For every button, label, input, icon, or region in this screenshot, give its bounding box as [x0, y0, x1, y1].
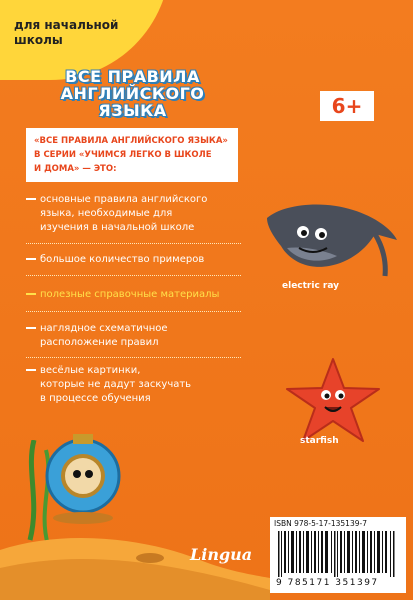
dash-icon [26, 198, 36, 200]
starfish-caption: starfish [300, 436, 339, 446]
dash-icon [26, 293, 36, 295]
electric-ray-caption: electric ray [282, 281, 340, 291]
dash-icon [26, 327, 36, 329]
divider [26, 357, 241, 358]
barcode-panel [270, 517, 406, 593]
bullet-examples: большое количество примеров [26, 253, 266, 267]
divider [26, 243, 241, 244]
book-title: ВСЕ ПРАВИЛА АНГЛИЙСКОГО ЯЗЫКА [60, 67, 205, 120]
bullet-rules: основные правила английского языка, необходимые для изучения в начальной школе [26, 193, 266, 235]
dash-icon [26, 369, 36, 371]
diver-helmet-illustration [35, 430, 130, 525]
age-rating-badge: 6+ [320, 91, 374, 121]
barcode-icon [278, 531, 398, 577]
starfish-illustration [283, 355, 383, 445]
intro-box: «ВСЕ ПРАВИЛА АНГЛИЙСКОГО ЯЗЫКА» В СЕРИИ «УЧИМСЯ ЛЕГКО В ШКОЛЕ И ДОМА» — ЭТО: [26, 128, 238, 182]
dash-icon [26, 258, 36, 260]
electric-ray-illustration [263, 198, 399, 278]
barcode-number: 9 785171 351397 [276, 578, 379, 588]
bullet-layout: наглядное схематичное расположение правил [26, 322, 266, 350]
bullet-pictures: весёлые картинки, которые не дадут заскучать в процессе обучения [26, 364, 266, 406]
divider [26, 275, 241, 276]
publisher-logo: Lingua [190, 545, 253, 564]
bullet-reference: полезные справочные материалы [26, 288, 266, 302]
age-group-label: для начальной школы [14, 18, 119, 47]
isbn-text: ISBN 978-5-17-135139-7 [274, 519, 367, 528]
divider [26, 311, 241, 312]
